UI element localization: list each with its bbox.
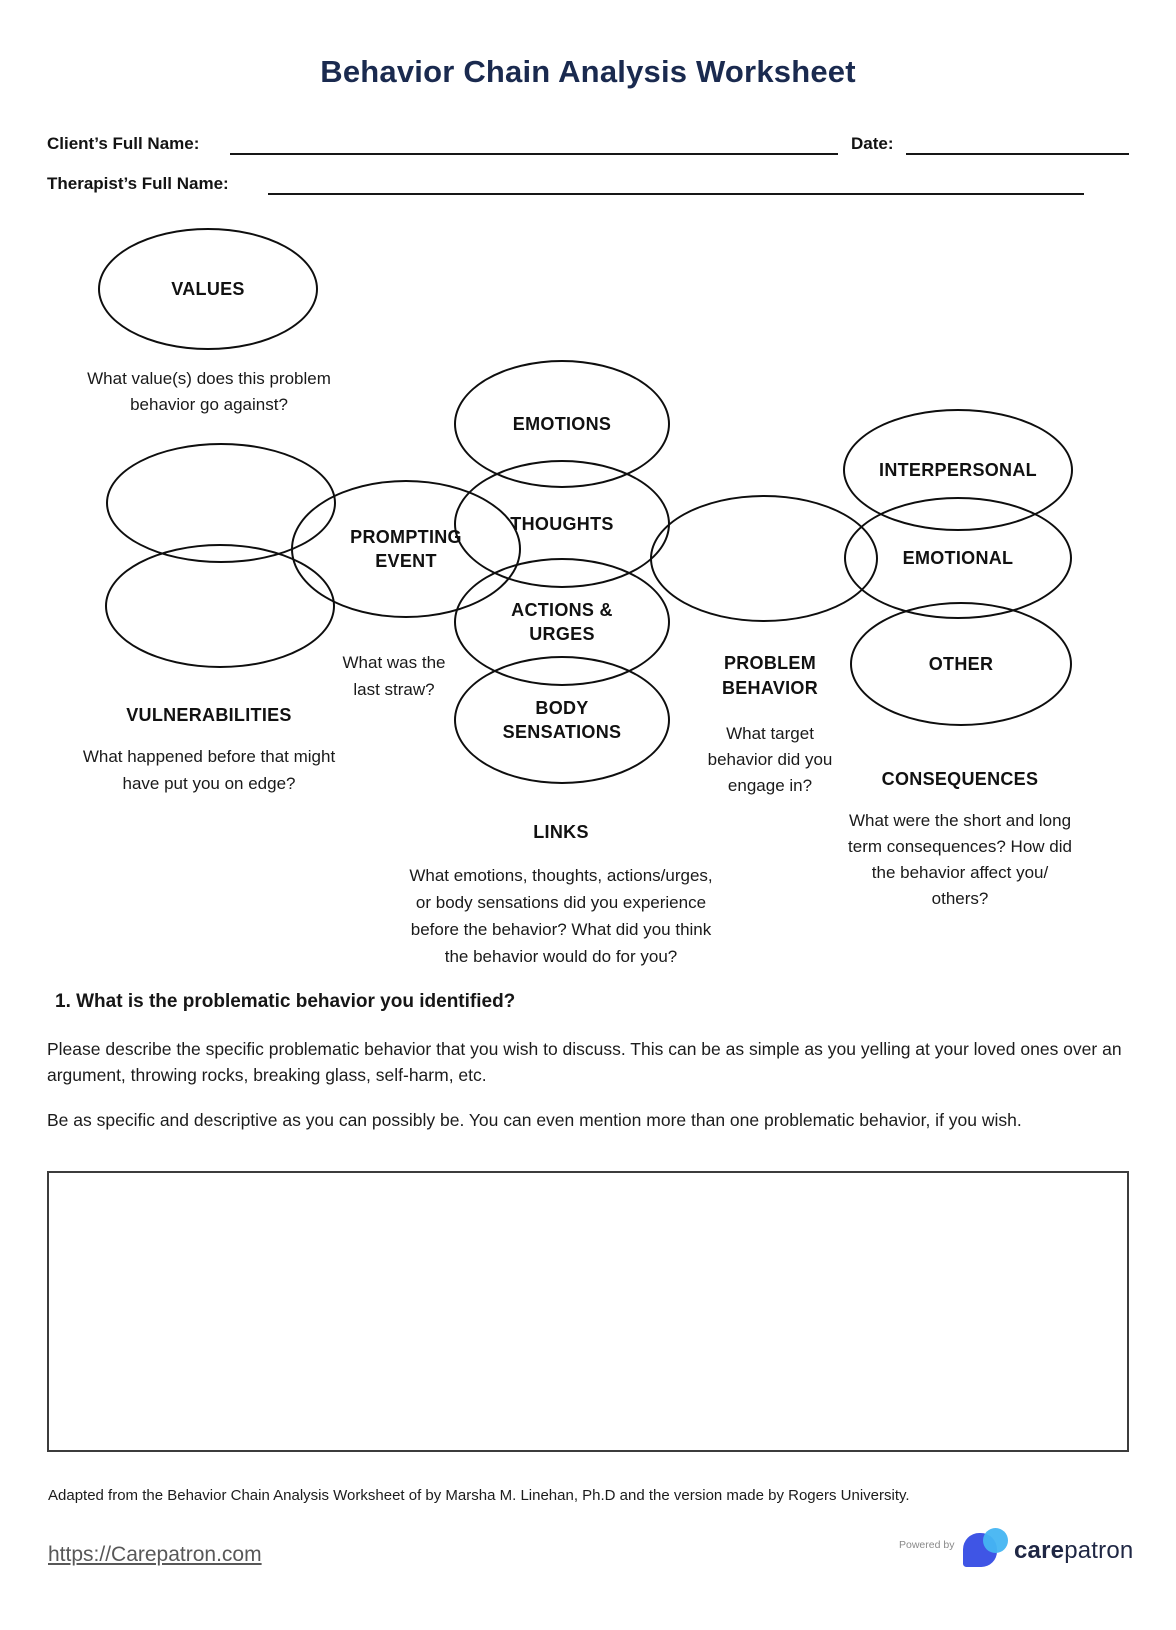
question-1-paragraph-2: Be as specific and descriptive as you can possibly be. You can even mention more than one problematic behavior, if you wish. [47, 1110, 1022, 1130]
page-title: Behavior Chain Analysis Worksheet [320, 54, 856, 89]
values-label: VALUES [171, 279, 245, 299]
answer-box[interactable] [47, 1171, 1129, 1452]
links-label-text: LINKS [533, 822, 589, 842]
links-question [361, 862, 761, 970]
links-question-line2: or body sensations did you experience [415, 893, 707, 912]
carepatron-wordmark-regular: patron [1064, 1537, 1134, 1564]
vulnerabilities-label [29, 703, 389, 728]
therapist-name-label: Therapist’s Full Name: [47, 174, 229, 193]
emotional-label: EMOTIONAL [902, 548, 1014, 568]
prompting-event-question-line1: What was the [342, 653, 446, 672]
vulnerabilities-question [19, 743, 399, 797]
prompting-event-question [294, 649, 494, 703]
emotional-ellipse [844, 497, 1072, 619]
links-label [411, 820, 711, 845]
vulnerabilities-question-line2: have put you on edge? [122, 774, 296, 793]
problem-behavior-question-line2: behavior did you [707, 750, 833, 769]
date-field[interactable] [906, 135, 1129, 155]
other-label: OTHER [928, 654, 994, 674]
consequences-question-line1: What were the short and long [848, 811, 1072, 830]
problem-behavior-label-line2: BEHAVIOR [721, 678, 819, 698]
thoughts-label: THOUGHTS [510, 514, 614, 534]
prompting-event-question-line2: last straw? [353, 680, 435, 699]
therapist-name-field[interactable] [268, 175, 1084, 195]
problem-behavior-label-line1: PROBLEM [723, 653, 817, 673]
carepatron-wordmark-bold: care [1014, 1537, 1065, 1564]
question-1-paragraph-1: Please describe the specific problematic behavior that you wish to discuss. This can be as simple as you yelling at your loved ones over an argument, throwing rocks, breaking glass, self-harm, etc. [47, 1039, 1122, 1085]
powered-by-label: Powered by [899, 1539, 955, 1551]
client-name-field[interactable] [230, 135, 838, 155]
carepatron-link[interactable]: https://Carepatron.com [48, 1543, 262, 1566]
links-question-line4: the behavior would do for you? [444, 947, 678, 966]
values-ellipse [98, 228, 318, 350]
date-label: Date: [851, 134, 894, 153]
vulnerabilities-question-line1: What happened before that might [82, 747, 336, 766]
problem-behavior-question-line1: What target [726, 724, 814, 743]
actions-urges-label-line1: ACTIONS & [511, 600, 613, 620]
consequences-label [810, 767, 1110, 792]
values-question-line1: What value(s) does this problem [87, 369, 331, 388]
links-question-line3: before the behavior? What did you think [410, 920, 712, 939]
actions-urges-label-line2: URGES [529, 624, 595, 644]
interpersonal-label: INTERPERSONAL [879, 460, 1037, 480]
attribution-note: Adapted from the Behavior Chain Analysis Worksheet of by Marsha M. Linehan, Ph.D and the version made by Rogers University. [48, 1487, 910, 1504]
client-name-label: Client’s Full Name: [47, 134, 200, 153]
body-sensations-label-line1: BODY [535, 698, 589, 718]
prompting-event-label-line1: PROMPTING [350, 527, 462, 547]
consequences-question-line3: the behavior affect you/ [871, 863, 1049, 882]
prompting-event-label-line2: EVENT [375, 551, 437, 571]
vulnerabilities-label-text: VULNERABILITIES [126, 705, 292, 725]
question-1-heading: 1. What is the problematic behavior you identified? [55, 991, 516, 1012]
consequences-question-line4: others? [931, 889, 989, 908]
consequences-question [800, 808, 1120, 912]
values-question-line2: behavior go against? [130, 395, 288, 414]
problem-behavior-question-line3: engage in? [727, 776, 813, 795]
carepatron-logo-icon [963, 1528, 1011, 1570]
consequences-question-line2: term consequences? How did [848, 837, 1072, 856]
values-question [29, 366, 389, 418]
consequences-label-text: CONSEQUENCES [881, 769, 1039, 789]
body-sensations-label-line2: SENSATIONS [502, 722, 622, 742]
problem-behavior-label [655, 651, 885, 701]
carepatron-wordmark [1014, 1537, 1133, 1565]
emotions-label: EMOTIONS [512, 414, 612, 434]
links-question-line1: What emotions, thoughts, actions/urges, [409, 866, 713, 885]
logo-bubble-light [983, 1528, 1008, 1553]
